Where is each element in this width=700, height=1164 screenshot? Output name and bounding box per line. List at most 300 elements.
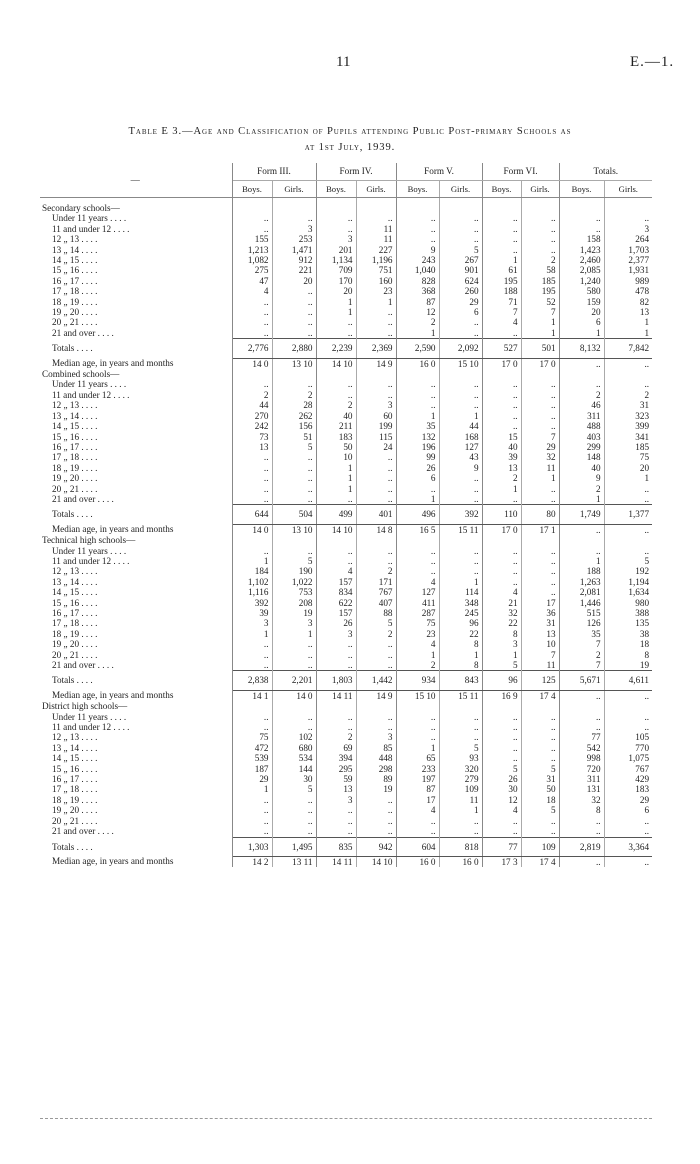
- table-cell: ..: [439, 816, 482, 826]
- table-cell: ..: [396, 390, 439, 400]
- table-cell: 1,749: [559, 505, 604, 524]
- table-cell: 2,201: [272, 671, 316, 690]
- table-cell: ..: [316, 379, 356, 389]
- table-cell: ..: [356, 639, 396, 649]
- section-title: Combined schools—: [40, 369, 232, 379]
- table-cell: 1,803: [316, 671, 356, 690]
- table-cell: 2,081: [559, 587, 604, 597]
- table-cell: ..: [396, 379, 439, 389]
- table-row: [40, 452, 652, 462]
- empty-cell: [604, 369, 652, 379]
- table-cell: 211: [316, 421, 356, 431]
- table-cell: 11: [356, 224, 396, 234]
- table-row: [40, 805, 652, 815]
- table-cell: ..: [232, 224, 272, 234]
- table-cell: ..: [521, 494, 559, 505]
- table-row: [40, 473, 652, 483]
- table-cell: ..: [272, 307, 316, 317]
- empty-cell: [316, 203, 356, 213]
- table-cell: ..: [482, 826, 521, 837]
- table-cell: 15 11: [439, 524, 482, 535]
- table-cell: 1: [396, 743, 439, 753]
- table-cell: 105: [604, 732, 652, 742]
- table-cell: ..: [272, 473, 316, 483]
- table-cell: 23: [396, 629, 439, 639]
- empty-cell: [396, 203, 439, 213]
- empty-cell: [482, 369, 521, 379]
- table-cell: 87: [396, 784, 439, 794]
- table-cell: 15 11: [439, 690, 482, 701]
- table-cell: 171: [356, 577, 396, 587]
- table-cell: 1,213: [232, 245, 272, 255]
- table-cell: 1: [316, 463, 356, 473]
- totals-row: [40, 671, 652, 690]
- table-cell: ..: [316, 650, 356, 660]
- table-cell: 73: [232, 432, 272, 442]
- row-label: 17 „ 18 . . . .: [40, 452, 232, 462]
- table-cell: 114: [439, 587, 482, 597]
- empty-cell: [521, 369, 559, 379]
- table-cell: 44: [232, 400, 272, 410]
- table-cell: ..: [521, 712, 559, 722]
- table-cell: 127: [439, 442, 482, 452]
- table-cell: 5: [482, 660, 521, 671]
- table-cell: ..: [521, 566, 559, 576]
- table-cell: 4: [396, 805, 439, 815]
- table-cell: 901: [439, 265, 482, 275]
- row-label: 15 „ 16 . . . .: [40, 764, 232, 774]
- table-cell: 14 2: [232, 856, 272, 867]
- table-row: [40, 400, 652, 410]
- table-cell: 50: [521, 784, 559, 794]
- table-cell: 93: [439, 753, 482, 763]
- section-title: Technical high schools—: [40, 535, 232, 545]
- table-cell: 4,611: [604, 671, 652, 690]
- header-form-v: Form V.: [396, 163, 482, 181]
- table-row: [40, 556, 652, 566]
- table-cell: 190: [272, 566, 316, 576]
- table-row: [40, 629, 652, 639]
- table-cell: ..: [439, 390, 482, 400]
- table-cell: 1: [604, 317, 652, 327]
- row-label: 16 „ 17 . . . .: [40, 276, 232, 286]
- table-cell: ..: [604, 856, 652, 867]
- table-cell: ..: [482, 556, 521, 566]
- table-cell: ..: [439, 224, 482, 234]
- empty-cell: [521, 535, 559, 545]
- table-cell: 478: [604, 286, 652, 296]
- table-cell: 399: [604, 421, 652, 431]
- table-cell: ..: [482, 421, 521, 431]
- table-cell: 8: [482, 629, 521, 639]
- table-cell: 1: [559, 328, 604, 339]
- table-cell: 1: [521, 317, 559, 327]
- table-cell: 19: [356, 784, 396, 794]
- totals-label: Totals . . . .: [40, 837, 232, 856]
- row-label: 19 „ 20 . . . .: [40, 639, 232, 649]
- table-row: [40, 245, 652, 255]
- section-title: Secondary schools—: [40, 203, 232, 213]
- table-cell: 11: [356, 234, 396, 244]
- table-cell: ..: [356, 494, 396, 505]
- table-cell: 1: [482, 650, 521, 660]
- table-cell: 1,075: [604, 753, 652, 763]
- table-cell: 834: [316, 587, 356, 597]
- row-label: 16 „ 17 . . . .: [40, 442, 232, 452]
- table-cell: 135: [604, 618, 652, 628]
- row-label: 16 „ 17 . . . .: [40, 774, 232, 784]
- table-cell: ..: [316, 390, 356, 400]
- table-cell: ..: [521, 577, 559, 587]
- row-label: 20 „ 21 . . . .: [40, 650, 232, 660]
- table-cell: ..: [559, 224, 604, 234]
- table-cell: 2,092: [439, 339, 482, 358]
- table-cell: 188: [482, 286, 521, 296]
- table-cell: 1: [396, 411, 439, 421]
- table-cell: 8,132: [559, 339, 604, 358]
- table-cell: 5: [521, 764, 559, 774]
- header-boys: Boys.: [559, 181, 604, 198]
- table-row: [40, 577, 652, 587]
- row-label: 13 „ 14 . . . .: [40, 743, 232, 753]
- table-cell: 1,442: [356, 671, 396, 690]
- table-cell: 3: [356, 400, 396, 410]
- table-cell: 75: [232, 732, 272, 742]
- table-cell: 40: [482, 442, 521, 452]
- table-cell: 156: [272, 421, 316, 431]
- table-cell: 6: [396, 473, 439, 483]
- table-cell: 243: [396, 255, 439, 265]
- table-cell: 5: [482, 764, 521, 774]
- table-cell: 15 10: [396, 690, 439, 701]
- table-cell: 3: [316, 234, 356, 244]
- table-cell: ..: [396, 224, 439, 234]
- table-cell: 3: [356, 732, 396, 742]
- table-cell: 28: [272, 400, 316, 410]
- table-cell: 1,240: [559, 276, 604, 286]
- table-cell: 17: [521, 598, 559, 608]
- table-cell: 843: [439, 671, 482, 690]
- table-cell: ..: [439, 328, 482, 339]
- table-cell: ..: [356, 452, 396, 462]
- empty-cell: [316, 369, 356, 379]
- table-cell: ..: [316, 224, 356, 234]
- table-cell: ..: [482, 743, 521, 753]
- table-cell: 13: [604, 307, 652, 317]
- table-cell: 14 11: [316, 690, 356, 701]
- table-cell: 341: [604, 432, 652, 442]
- table-cell: ..: [482, 546, 521, 556]
- empty-cell: [232, 369, 272, 379]
- table-cell: 40: [316, 411, 356, 421]
- empty-cell: [559, 369, 604, 379]
- table-cell: 196: [396, 442, 439, 452]
- table-cell: 534: [272, 753, 316, 763]
- table-cell: 3: [316, 795, 356, 805]
- table-cell: 7: [521, 432, 559, 442]
- table-cell: 311: [559, 774, 604, 784]
- table-cell: ..: [356, 795, 396, 805]
- table-cell: ..: [232, 452, 272, 462]
- table-cell: 835: [316, 837, 356, 856]
- table-cell: 828: [396, 276, 439, 286]
- table-cell: 10: [521, 639, 559, 649]
- table-cell: 320: [439, 764, 482, 774]
- table-cell: ..: [521, 234, 559, 244]
- row-label: 12 „ 13 . . . .: [40, 400, 232, 410]
- table-cell: ..: [356, 712, 396, 722]
- table-cell: 496: [396, 505, 439, 524]
- table-cell: 2,590: [396, 339, 439, 358]
- table-cell: ..: [316, 816, 356, 826]
- table-row: [40, 328, 652, 339]
- table-cell: 1: [232, 784, 272, 794]
- table-cell: 82: [604, 297, 652, 307]
- table-cell: 392: [439, 505, 482, 524]
- table-cell: ..: [356, 816, 396, 826]
- empty-cell: [521, 701, 559, 711]
- table-cell: 185: [604, 442, 652, 452]
- table-cell: 17 1: [521, 524, 559, 535]
- table-cell: 197: [396, 774, 439, 784]
- table-cell: 753: [272, 587, 316, 597]
- table-cell: 1,446: [559, 598, 604, 608]
- table-cell: 52: [521, 297, 559, 307]
- table-cell: 1: [482, 255, 521, 265]
- table-cell: 5: [356, 618, 396, 628]
- table-cell: 1: [396, 650, 439, 660]
- table-cell: ..: [272, 463, 316, 473]
- table-cell: ..: [316, 317, 356, 327]
- table-cell: 29: [439, 297, 482, 307]
- table-cell: 102: [272, 732, 316, 742]
- table-cell: 13 10: [272, 358, 316, 369]
- table-cell: 75: [604, 452, 652, 462]
- table-cell: ..: [604, 690, 652, 701]
- empty-cell: [356, 701, 396, 711]
- table-cell: 13: [521, 629, 559, 639]
- totals-label: Totals . . . .: [40, 505, 232, 524]
- table-cell: 88: [356, 608, 396, 618]
- table-cell: 16 9: [482, 690, 521, 701]
- table-cell: 5: [439, 743, 482, 753]
- table-body: [40, 198, 652, 868]
- table-cell: 14 9: [356, 358, 396, 369]
- table-cell: 4: [316, 566, 356, 576]
- table-row: [40, 224, 652, 234]
- table-cell: ..: [521, 546, 559, 556]
- table-row: [40, 732, 652, 742]
- table-cell: 9: [559, 473, 604, 483]
- row-label: 11 and under 12 . . . .: [40, 556, 232, 566]
- row-label: 13 „ 14 . . . .: [40, 577, 232, 587]
- table-cell: 14 0: [232, 524, 272, 535]
- row-label: 11 and under 12 . . . .: [40, 224, 232, 234]
- table-cell: 188: [559, 566, 604, 576]
- table-cell: 17: [396, 795, 439, 805]
- table-cell: 47: [232, 276, 272, 286]
- table-cell: 2: [396, 317, 439, 327]
- table-cell: 604: [396, 837, 439, 856]
- row-label: 15 „ 16 . . . .: [40, 265, 232, 275]
- table-cell: 7: [559, 639, 604, 649]
- table-cell: 13 10: [272, 524, 316, 535]
- table-cell: 15 10: [439, 358, 482, 369]
- table-cell: 411: [396, 598, 439, 608]
- table-cell: 270: [232, 411, 272, 421]
- table-cell: 208: [272, 598, 316, 608]
- empty-cell: [272, 701, 316, 711]
- table-row: [40, 795, 652, 805]
- table-cell: 1: [439, 650, 482, 660]
- table-row: [40, 753, 652, 763]
- table-cell: ..: [316, 660, 356, 671]
- table-cell: 14 8: [356, 524, 396, 535]
- table-cell: 87: [396, 297, 439, 307]
- row-label: 12 „ 13 . . . .: [40, 234, 232, 244]
- table-row: [40, 307, 652, 317]
- table-cell: ..: [232, 816, 272, 826]
- row-label: 17 „ 18 . . . .: [40, 286, 232, 296]
- table-cell: 9: [439, 463, 482, 473]
- table-cell: 12: [396, 307, 439, 317]
- table-cell: ..: [559, 524, 604, 535]
- table-cell: 18: [521, 795, 559, 805]
- table-cell: ..: [272, 722, 316, 732]
- table-cell: 770: [604, 743, 652, 753]
- table-cell: 1: [604, 328, 652, 339]
- row-label: 15 „ 16 . . . .: [40, 598, 232, 608]
- table-cell: 20: [316, 286, 356, 296]
- table-cell: 264: [604, 234, 652, 244]
- table-cell: 934: [396, 671, 439, 690]
- table-cell: 5: [272, 556, 316, 566]
- table-row: [40, 784, 652, 794]
- table-cell: 17 3: [482, 856, 521, 867]
- table-cell: ..: [232, 307, 272, 317]
- table-cell: 3: [272, 224, 316, 234]
- empty-cell: [439, 535, 482, 545]
- table-cell: 155: [232, 234, 272, 244]
- table-cell: 96: [482, 671, 521, 690]
- table-cell: 542: [559, 743, 604, 753]
- table-cell: 1,116: [232, 587, 272, 597]
- table-cell: 44: [439, 421, 482, 431]
- table-cell: 767: [356, 587, 396, 597]
- empty-cell: [272, 369, 316, 379]
- table-cell: ..: [482, 816, 521, 826]
- page-reference: E.—1.: [630, 54, 675, 70]
- table-cell: 227: [356, 245, 396, 255]
- table-cell: ..: [521, 379, 559, 389]
- table-cell: 7: [521, 307, 559, 317]
- empty-cell: [521, 203, 559, 213]
- table-cell: ..: [604, 213, 652, 223]
- table-cell: 10: [316, 452, 356, 462]
- table-cell: ..: [521, 816, 559, 826]
- table-cell: 767: [604, 764, 652, 774]
- table-cell: ..: [356, 463, 396, 473]
- table-cell: ..: [559, 722, 604, 732]
- table-cell: 12: [482, 795, 521, 805]
- table-cell: 195: [482, 276, 521, 286]
- table-cell: 4: [232, 286, 272, 296]
- empty-cell: [482, 535, 521, 545]
- table-title-line-1: Table E 3.—Age and Classification of Pupils attending Public Post-primary Schools as: [128, 126, 572, 137]
- table-cell: 580: [559, 286, 604, 296]
- table-cell: 201: [316, 245, 356, 255]
- table-cell: ..: [521, 826, 559, 837]
- table-cell: 1: [521, 328, 559, 339]
- table-cell: ..: [482, 732, 521, 742]
- header-girls: Girls.: [521, 181, 559, 198]
- table-cell: 32: [521, 452, 559, 462]
- table-cell: 14 10: [316, 358, 356, 369]
- row-label: 14 „ 15 . . . .: [40, 587, 232, 597]
- table-cell: 1: [232, 556, 272, 566]
- table-cell: ..: [316, 712, 356, 722]
- row-label: 19 „ 20 . . . .: [40, 805, 232, 815]
- table-cell: 4: [482, 317, 521, 327]
- table-cell: 515: [559, 608, 604, 618]
- table-cell: ..: [232, 463, 272, 473]
- table-cell: 2: [604, 390, 652, 400]
- table-cell: 5: [272, 784, 316, 794]
- table-cell: 1: [272, 629, 316, 639]
- table-cell: 644: [232, 505, 272, 524]
- table-cell: ..: [232, 546, 272, 556]
- table-cell: 287: [396, 608, 439, 618]
- totals-row: [40, 339, 652, 358]
- section-title-row: [40, 535, 652, 545]
- header-girls: Girls.: [272, 181, 316, 198]
- table-cell: 253: [272, 234, 316, 244]
- table-cell: 14 0: [232, 358, 272, 369]
- median-label: Median age, in years and months: [40, 358, 232, 369]
- table-cell: 2: [521, 255, 559, 265]
- table-cell: 40: [559, 463, 604, 473]
- table-cell: 31: [521, 774, 559, 784]
- table-cell: ..: [559, 826, 604, 837]
- table-cell: 624: [439, 276, 482, 286]
- table-cell: 132: [396, 432, 439, 442]
- age-classification-table: [40, 163, 652, 867]
- table-cell: 499: [316, 505, 356, 524]
- table-cell: 14 10: [316, 524, 356, 535]
- table-cell: ..: [604, 524, 652, 535]
- table-cell: 39: [482, 452, 521, 462]
- table-cell: ..: [272, 650, 316, 660]
- table-cell: 17 0: [521, 358, 559, 369]
- table-cell: 46: [559, 400, 604, 410]
- table-row: [40, 608, 652, 618]
- table-cell: 392: [232, 598, 272, 608]
- table-cell: ..: [521, 722, 559, 732]
- median-age-row: [40, 524, 652, 535]
- table-row: [40, 722, 652, 732]
- table-cell: 1,634: [604, 587, 652, 597]
- empty-cell: [356, 535, 396, 545]
- table-row: [40, 774, 652, 784]
- empty-cell: [604, 203, 652, 213]
- table-cell: ..: [272, 317, 316, 327]
- table-cell: 127: [396, 587, 439, 597]
- table-cell: 8: [604, 650, 652, 660]
- table-row: [40, 463, 652, 473]
- empty-cell: [232, 701, 272, 711]
- table-cell: ..: [272, 494, 316, 505]
- table-cell: ..: [559, 690, 604, 701]
